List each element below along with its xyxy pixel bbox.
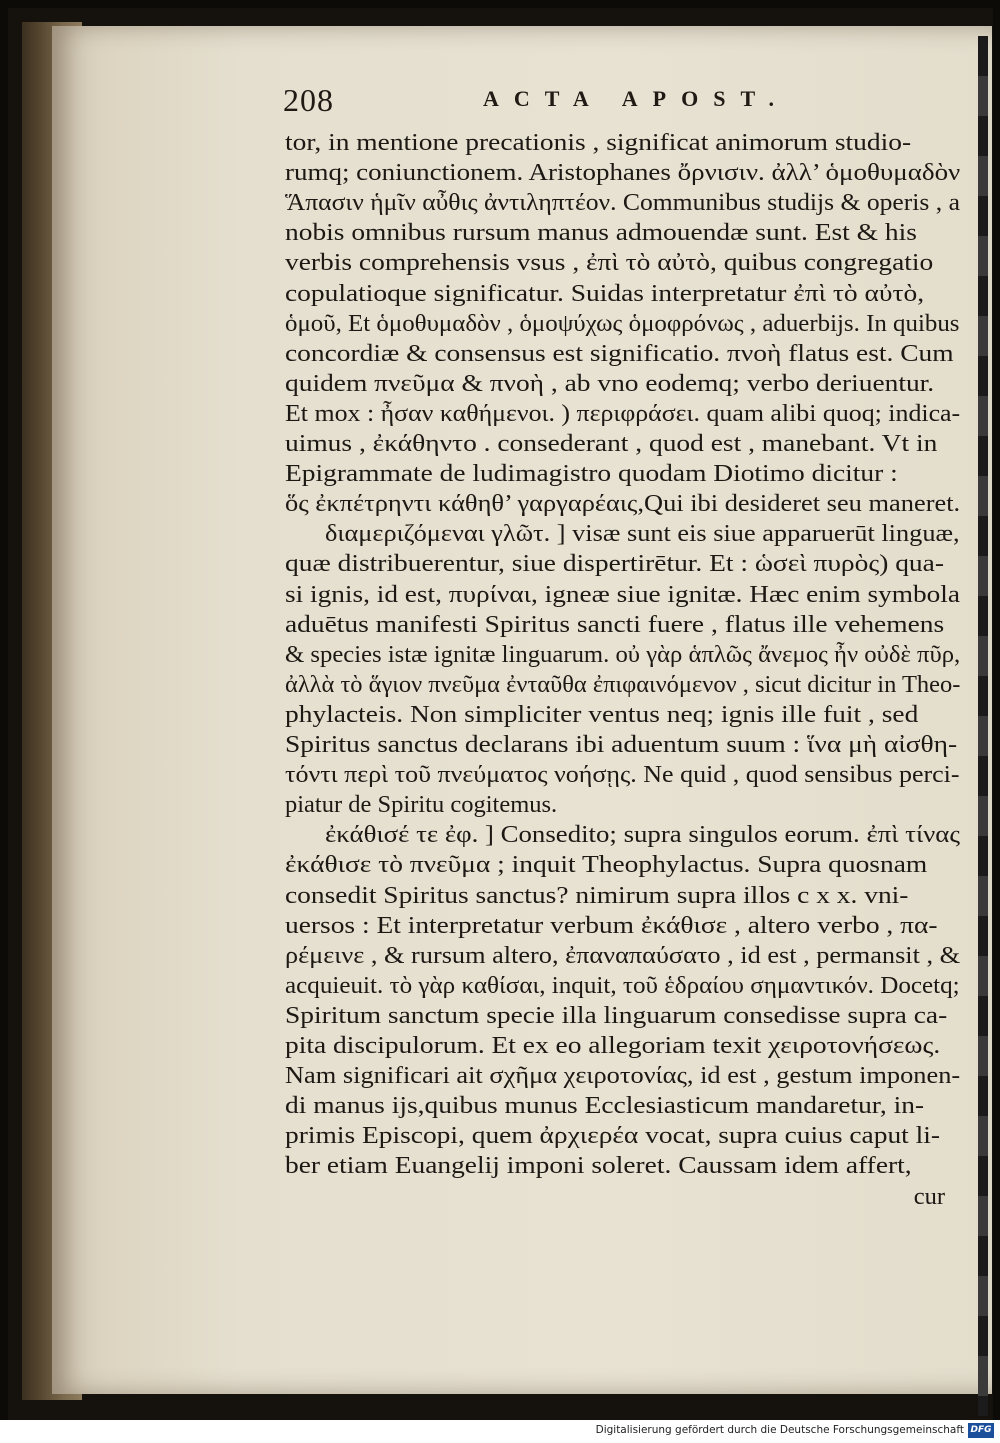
text-line: uimus , ἐκάθηντο . consederant , quod est , manebant. Vt in (285, 430, 938, 457)
page-number: 208 (283, 82, 334, 118)
text-line: phylacteis. Non simpliciter ventus neq; ignis ille fuit , sed (285, 700, 919, 728)
text-line: Spiritum sanctum specie illa linguarum consedisse supra ca- (285, 1001, 948, 1029)
text-line: copulatioque significatur. Suidas interpretatur ἐπὶ τὸ αὐτὸ, (285, 279, 925, 307)
text-line: Spiritus sanctus declarans ibi aduentum suum : ἵνα μὴ αἰσθη- (285, 731, 958, 758)
text-line: ἀλλὰ τὸ ἅγιον πνεῦμα ἐνταῦθα ἐπιφαινόμενον , sicut dicitur in Theo- (285, 670, 961, 698)
text-line: primis Episcopi, quem ἀρχιερέα vocat, supra cuius caput li- (285, 1122, 941, 1150)
text-line: Nam significari ait σχῆμα χειροτονίας, id est , gestum imponen- (285, 1062, 961, 1090)
text-line: pita discipulorum. Et ex eo allegoriam texit χειροτονήσεως. (285, 1032, 941, 1059)
text-line: verbis comprehensis vsus , ἐπὶ τὸ αὐτὸ, quibus congregatio (285, 249, 934, 277)
text-line: & species istæ ignitæ linguarum. οὐ γὰρ ἁπλῶς ἄνεμος ἦν οὐδὲ πῦρ, (285, 640, 961, 668)
text-line: consedit Spiritus sanctus? nimirum supra illos c x x. vni- (285, 881, 909, 909)
digitization-footer (0, 1420, 1000, 1443)
text-line: ὁμοῦ, Et ὁμοθυμαδὸν , ὁμοψύχως ὁμοφρόνως , aduerbijs. In quibus (285, 309, 960, 337)
running-title: ACTA APOST. (483, 86, 789, 111)
text-line: Et mox : ἦσαν καθήμενοι. ) περιφράσει. quam alibi quoq; indica- (285, 399, 961, 427)
text-line: piatur de Spiritu cogitemus. (285, 791, 558, 819)
text-line: uersos : Et interpretatur verbum ἐκάθισε , altero verbo , πα- (285, 911, 938, 939)
text-line: di manus ijs,quibus munus Ecclesiasticum mandaretur, in- (285, 1092, 925, 1120)
catchword: cur (913, 1182, 945, 1210)
text-line: ρέμεινε , & rursum altero, ἐπαναπαύσατο , id est , permansit , & (285, 941, 961, 969)
text-line: concordiæ & consensus est significatio. πνοὴ flatus est. Cum (285, 339, 954, 367)
text-line: acquieuit. τὸ γὰρ καθίσαι, inquit, τοῦ ἑδραίου σημαντικόν. Docetq; (285, 971, 960, 999)
footer-credit: Digitalisierung gefördert durch die Deutsche Forschungsgemeinschaft (595, 1424, 964, 1436)
text-line: quæ distribuerentur, siue dispertirētur. Et : ὡσεὶ πυρὸς) qua- (285, 550, 944, 578)
text-line: τόντι περὶ τοῦ πνεύματος νοήσῃς. Ne quid , quod sensibus perci- (285, 761, 960, 789)
running-head (283, 82, 963, 122)
text-line: Epigrammate de ludimagistro quodam Diotimo dicitur : (285, 460, 898, 488)
text-line: ἐκάθισε τὸ πνεῦμα ; inquit Theophylactus. Supra quosnam (285, 851, 928, 879)
text-line: quidem πνεῦμα & πνοὴ , ab vno eodemq; verbo deriuentur. (285, 369, 935, 397)
text-line: nobis omnibus rursum manus admouendæ sunt. Est & his (285, 219, 917, 247)
text-line: Ἅπασιν ἡμῖν αὖθις ἀντιληπτέον. Communibus studijs & operis , a (285, 189, 960, 217)
text-line: si ignis, id est, πυρίναι, igneæ siue ignitæ. Hæc enim symbola (285, 580, 961, 608)
dfg-logo-icon: DFG (968, 1423, 994, 1438)
text-line: tor, in mentione precationis , significat animorum studio- (285, 129, 912, 156)
text-line: διαμεριζόμεναι γλῶτ. ] visæ sunt eis siue apparuerūt linguæ, (325, 520, 960, 548)
text-line: ber etiam Euangelij imponi soleret. Caussam idem affert, (285, 1152, 912, 1180)
text-line: ἐκάθισέ τε ἐφ. ] Consedito; supra singulos eorum. ἐπὶ τίνας (325, 821, 960, 849)
scan-color-strip (978, 36, 988, 1416)
text-line: aduētus manifesti Spiritus sancti fuere , flatus ille vehemens (285, 610, 945, 638)
text-line: rumq; coniunctionem. Aristophanes ὄρνισιν. ἀλλ’ ὁμοθυμαδὸν (285, 159, 961, 187)
text-line: ὅς ἐκπέτρηντι κάθηθ’ γαργαρέαις,Qui ibi desideret seu maneret. (285, 490, 961, 518)
